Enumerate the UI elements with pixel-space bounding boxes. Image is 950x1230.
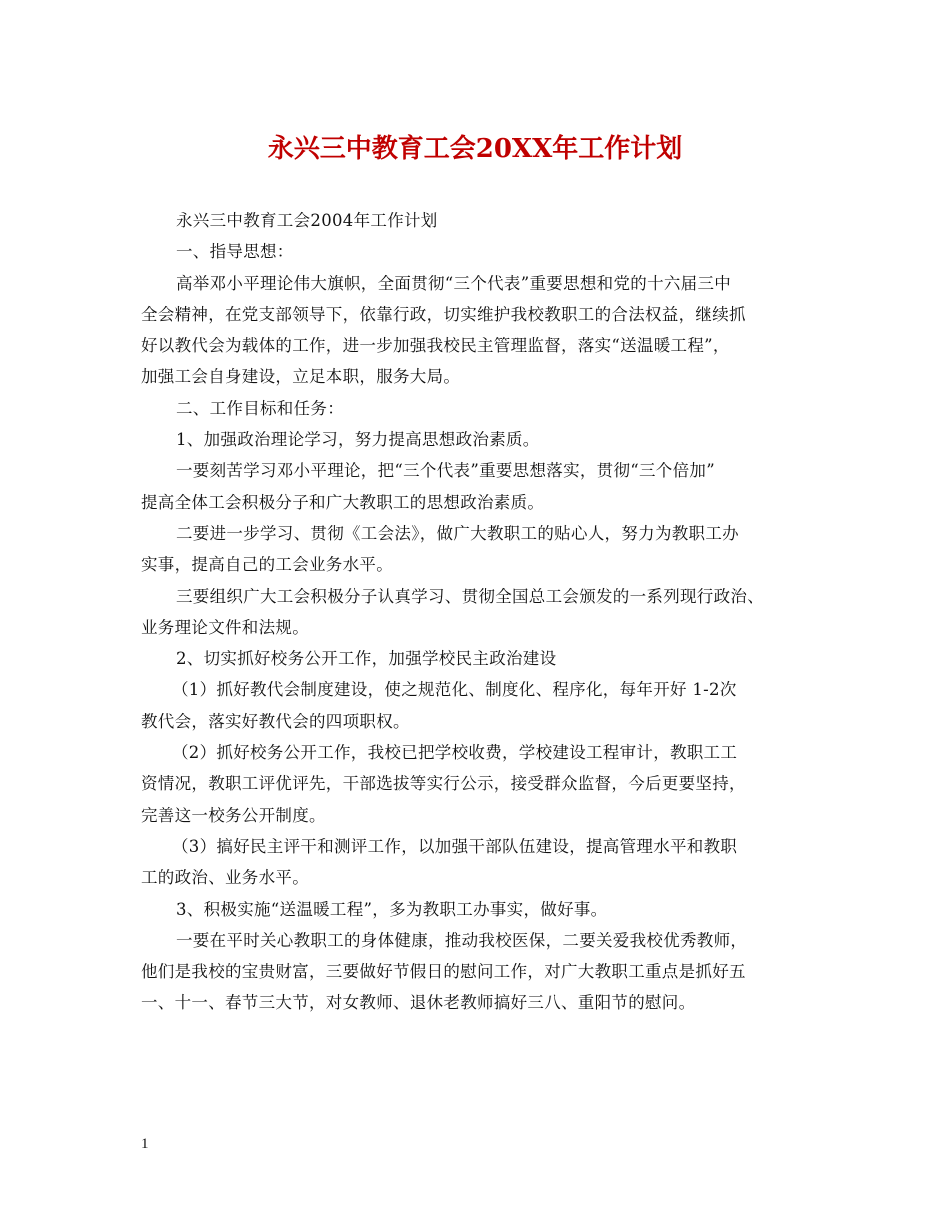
paragraph-line: 永兴三中教育工会2004年工作计划	[176, 211, 438, 230]
section-heading: 二、工作目标和任务：	[176, 398, 344, 418]
paragraph-line: （2）抓好校务公开工作，我校已把学校收费，学校建设工程审计，教职工工	[172, 743, 738, 763]
paragraph-line: 加强工会自身建设，立足本职，服务大局。	[141, 367, 461, 387]
paragraph-line: 实事，提高自己的工会业务水平。	[141, 555, 393, 575]
document-body	[141, 205, 831, 1019]
paragraph-line: 三要组织广大工会积极分子认真学习、贯彻全国总工会颁发的一系列现行政治、	[176, 586, 764, 606]
paragraph-line: 工的政治、业务水平。	[141, 868, 309, 888]
paragraph-line: 他们是我校的宝贵财富，三要做好节假日的慰问工作，对广大教职工重点是抓好五	[141, 962, 746, 982]
paragraph-line: 全会精神，在党支部领导下，依靠行政，切实维护我校教职工的合法权益，继续抓	[141, 304, 746, 324]
paragraph-line: 教代会，落实好教代会的四项职权。	[141, 711, 410, 731]
subsection-heading: 1、加强政治理论学习，努力提高思想政治素质。	[176, 430, 540, 450]
paragraph-line: 高举邓小平理论伟大旗帜，全面贯彻“三个代表”重要思想和党的十六届三中	[176, 273, 732, 293]
paragraph-line: 业务理论文件和法规。	[141, 617, 309, 637]
paragraph-line: （3）搞好民主评干和测评工作，以加强干部队伍建设，提高管理水平和教职	[172, 836, 738, 856]
paragraph-line: 完善这一校务公开制度。	[141, 805, 326, 825]
paragraph-line: （1）抓好教代会制度建设，使之规范化、制度化、程序化，每年开好 1-2次	[172, 680, 737, 700]
paragraph-line: 好以教代会为载体的工作，进一步加强我校民主管理监督，落实“送温暖工程”，	[141, 336, 730, 356]
paragraph-line: 一、十一、春节三大节，对女教师、退休老教师搞好三八、重阳节的慰问。	[141, 993, 696, 1013]
subsection-heading: 3、积极实施“送温暖工程”，多为教职工办事实，做好事。	[176, 899, 608, 919]
paragraph-line: 一要在平时关心教职工的身体健康，推动我校医保，二要关爱我校优秀教师，	[176, 930, 748, 950]
paragraph-line: 一要刻苦学习邓小平理论，把“三个代表”重要思想落实，贯彻“三个倍加”	[176, 461, 715, 481]
paragraph-line: 资情况，教职工评优评先，干部选拔等实行公示，接受群众监督，今后更要坚持，	[141, 774, 746, 794]
document-title: 永兴三中教育工会20XX年工作计划	[267, 134, 683, 164]
section-heading: 一、指导思想：	[176, 242, 294, 262]
paragraph-line: 二要进一步学习、贯彻《工会法》，做广大教职工的贴心人，努力为教职工办	[176, 523, 739, 543]
subsection-heading: 2、切实抓好校务公开工作，加强学校民主政治建设	[176, 649, 557, 669]
paragraph-line: 提高全体工会积极分子和广大教职工的思想政治素质。	[141, 492, 545, 512]
page-number: 1	[141, 1136, 149, 1152]
